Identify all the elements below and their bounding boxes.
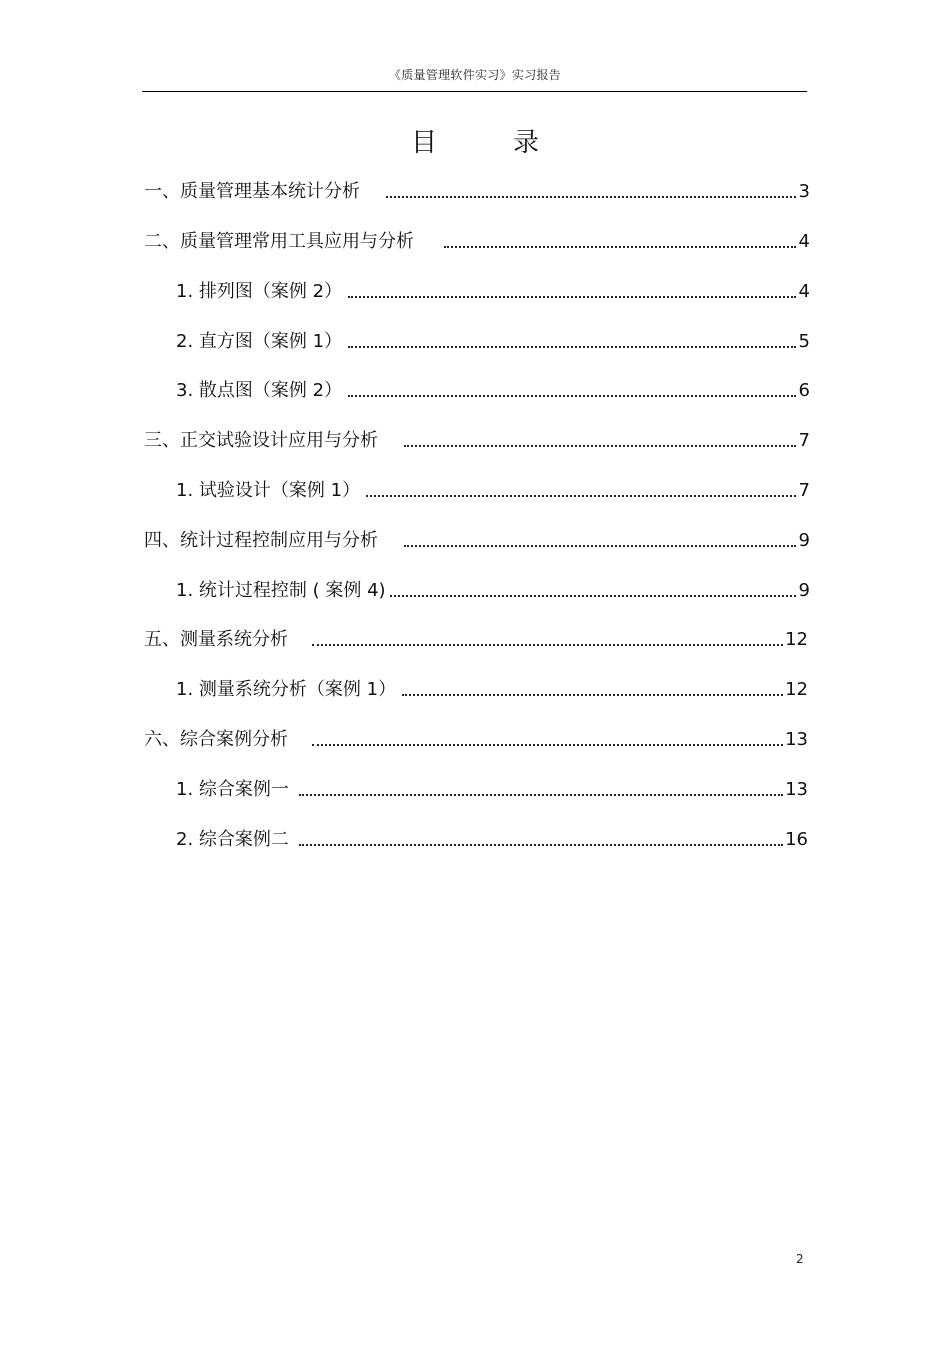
toc-leader (402, 694, 783, 696)
toc-entry-label: 3. 散点图（案例 2） (176, 380, 343, 401)
toc-entry-page: 5 (798, 331, 810, 352)
toc-entry-page: 16 (785, 829, 808, 850)
toc-entry[interactable] (144, 429, 810, 453)
toc-leader (404, 445, 796, 447)
toc-entry-page: 9 (798, 530, 810, 551)
toc-entry[interactable] (176, 778, 808, 802)
toc-entry[interactable] (176, 579, 810, 603)
toc-leader (444, 246, 796, 248)
toc-leader (404, 545, 796, 547)
toc-entry[interactable] (176, 280, 810, 304)
toc-entry-label: 1. 综合案例一 (176, 779, 289, 800)
toc-leader (299, 794, 783, 796)
toc-entry-label: 二、质量管理常用工具应用与分析 (144, 231, 414, 252)
toc-title-char-2: 录 (513, 128, 540, 158)
toc-entry-page: 9 (798, 580, 810, 601)
toc-entry-page: 7 (798, 480, 810, 501)
toc-entry-label: 五、测量系统分析 (144, 629, 288, 650)
toc-entry[interactable] (176, 379, 810, 403)
toc-entry-label: 2. 综合案例二 (176, 829, 289, 850)
toc-entry-label: 一、质量管理基本统计分析 (144, 181, 360, 202)
toc-entry[interactable] (144, 180, 810, 204)
toc-entry[interactable] (176, 828, 808, 852)
toc-entry-page: 7 (798, 430, 810, 451)
toc-leader (312, 744, 783, 746)
toc-leader (348, 296, 796, 298)
toc-entry[interactable] (144, 230, 810, 254)
toc-entry[interactable] (144, 628, 808, 652)
toc-leader (366, 495, 796, 497)
toc-entry-page: 4 (798, 231, 810, 252)
toc-entry-label: 1. 排列图（案例 2） (176, 281, 343, 302)
toc-leader (299, 844, 783, 846)
toc-entry[interactable] (176, 330, 810, 354)
toc-entry-label: 四、统计过程控制应用与分析 (144, 530, 378, 551)
toc-entry-page: 12 (785, 679, 808, 700)
toc-title-char-1: 目 (410, 128, 437, 158)
toc-entry-page: 13 (785, 779, 808, 800)
toc-entry-page: 4 (798, 281, 810, 302)
toc-entry-label: 1. 统计过程控制 ( 案例 4) (176, 580, 386, 601)
toc-leader (386, 196, 796, 198)
toc-entry-page: 13 (785, 729, 808, 750)
toc-leader (390, 595, 796, 597)
toc-entry-label: 1. 测量系统分析（案例 1） (176, 679, 397, 700)
toc-leader (348, 395, 796, 397)
toc-entry-page: 6 (798, 380, 810, 401)
toc-entry-page: 12 (785, 629, 808, 650)
toc-entry[interactable] (144, 529, 810, 553)
toc-entry-label: 1. 试验设计（案例 1） (176, 480, 361, 501)
toc-entry-label: 三、正交试验设计应用与分析 (144, 430, 378, 451)
toc-entry-label: 六、综合案例分析 (144, 729, 288, 750)
toc-entry[interactable] (144, 728, 808, 752)
toc-leader (312, 644, 783, 646)
toc-entry-page: 3 (798, 181, 810, 202)
toc-leader (348, 346, 796, 348)
toc-entry[interactable] (176, 479, 810, 503)
toc-entry[interactable] (176, 678, 808, 702)
page-number: 2 (796, 1252, 804, 1266)
running-header: 《质量管理软件实习》实习报告 (388, 68, 562, 82)
toc-entry-label: 2. 直方图（案例 1） (176, 331, 343, 352)
